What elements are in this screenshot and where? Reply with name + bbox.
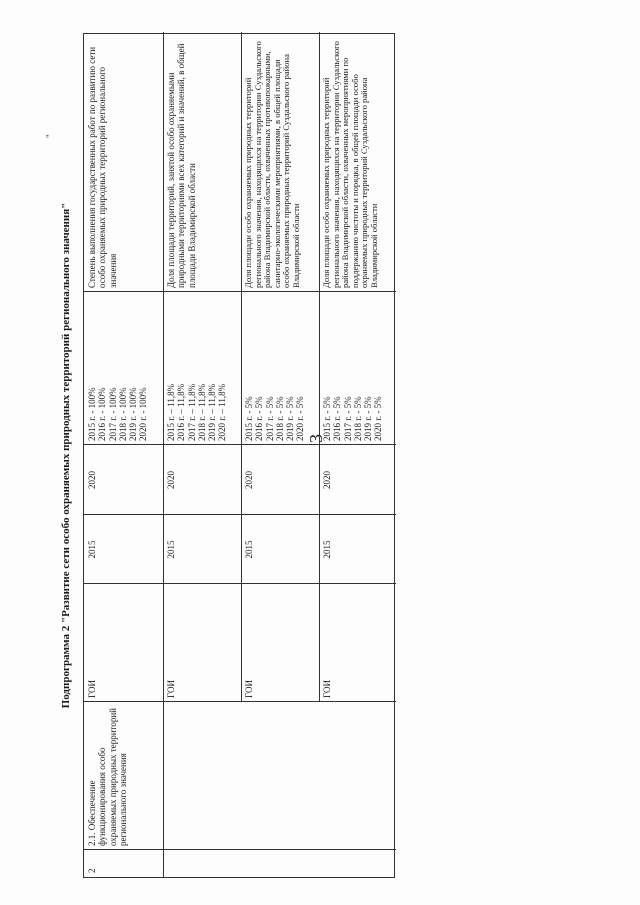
start-year: 2015 (87, 540, 97, 559)
indicator: Доля площади особо охраняемых природных территорий регионального значения, находящихся на территории Суздальского района Владимирской области, охваченных мероприятиями по поддержанию чистоты и порядка, в общей площади особо охраняемых природных территорий Суздальского района Владимирской области (321, 41, 379, 288)
target-value: 2016 г. - 100% (97, 387, 108, 441)
target-value: 2018 г. - 5% (352, 396, 363, 441)
indicator: Доля площади территорий, занятой особо охраняемыми природными территориями всех категорий и значений, в общей площади Владимирской области (166, 43, 197, 288)
rotated-table-container (45, 33, 395, 878)
target-value: 2018 г. - 100% (117, 387, 128, 441)
executor: ГОИ (322, 680, 332, 698)
target-value: 2019 г. - 5% (363, 396, 374, 441)
target-value: 2020 г. - 5% (373, 396, 384, 441)
target-value: 2015 г. - 100% (87, 387, 97, 441)
start-year: 2015 (166, 540, 176, 559)
target-value: 2015 г. - 5% (322, 396, 332, 441)
measure-name: 2.1. Обеспечение функционирования особо охраняемых природных территорий регионального значения (87, 708, 128, 846)
target-value: 2020 г. - 5% (295, 396, 306, 441)
target-value: 2020 г. - 100% (138, 387, 149, 441)
start-year: 2015 (244, 540, 254, 559)
executor: ГОИ (244, 680, 254, 698)
target-values (84, 292, 163, 445)
end-year: 2020 (166, 471, 176, 489)
target-value: 2018 г. - 5% (274, 396, 285, 441)
page-number: 3 (306, 434, 326, 443)
target-value: 2016 г. - 5% (332, 396, 343, 441)
target-value: 2016 г. - 5% (254, 396, 265, 441)
target-value: 2018 г. – 11,8% (196, 383, 207, 441)
indicator: Доля площади особо охраняемых природных территорий регионального значения, находящихся на территории Суздальского района Владимирской области, охваченных противопожарными, санитарно-экологическими мероприятиями, в общей площади особо охраняемых природных территорий Суздальского района Владимирской области (243, 41, 301, 288)
end-year: 2020 (322, 471, 332, 489)
executor: ГОИ (87, 680, 97, 698)
target-value: 2019 г. – 11,8% (207, 383, 218, 441)
target-value: 2017 г. - 100% (107, 387, 118, 441)
measures-table (83, 33, 395, 878)
start-year: 2015 (322, 540, 332, 559)
target-values (163, 292, 241, 445)
target-value: 2015 г. – 11,8% (166, 383, 176, 441)
end-year: 2020 (244, 471, 254, 489)
target-values (241, 292, 319, 445)
target-value: 2019 г. - 100% (128, 387, 139, 441)
row-number: 2 (87, 868, 97, 873)
executor: ГОИ (166, 680, 176, 698)
end-year: 2020 (87, 471, 97, 489)
target-value: 2017 г. – 11,8% (186, 383, 197, 441)
target-values (319, 292, 396, 445)
target-value: 2020 г. – 11,8% (217, 383, 228, 441)
target-value: 2019 г. - 5% (285, 396, 296, 441)
target-value: 2015 г. - 5% (244, 396, 254, 441)
target-value: 2016 г. – 11,8% (176, 383, 187, 441)
indicator: Степень выполнения государственных работ по развитию сети особо охраняемых природных территорий регионального значения (87, 46, 118, 288)
subprogram-heading: Подпрограмма 2 "Развитие сети особо охраняемых природных территорий регионального значения" (60, 202, 72, 709)
target-value: 2017 г. - 5% (264, 396, 275, 441)
target-value: 2017 г. - 5% (342, 396, 353, 441)
stray-mark: " (45, 134, 55, 138)
